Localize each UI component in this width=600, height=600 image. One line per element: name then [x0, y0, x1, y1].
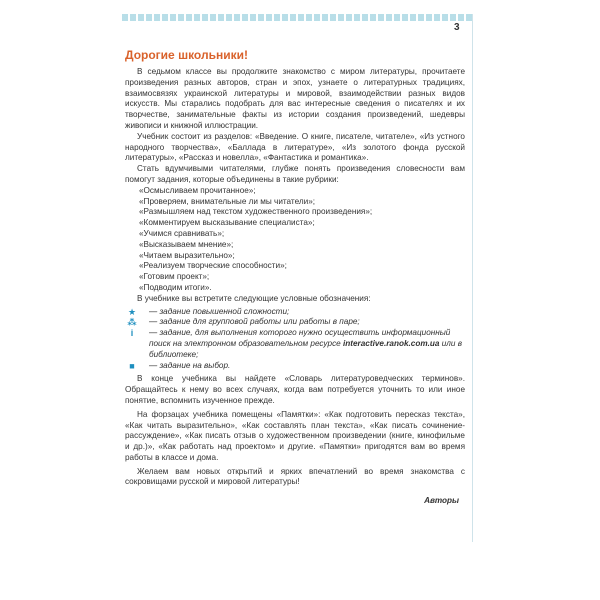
legend-item-difficult	[125, 307, 465, 318]
legend-text: — задание для групповой работы или работы в паре;	[149, 317, 360, 327]
paragraph-memos: На форзацах учебника помещены «Памятки»: «Как подготовить пересказ текста», «Как читать выразительно», «Как составлять план текста», «Как писать сочинение-рассуждение», «Как писать отзыв о художественном произведении (книге, кинофильме и др.)», «Как работать над проектом» и другие. «Памятки» пригодятся вам во время работы в классе и дома.	[125, 409, 465, 462]
list-item: «Размышляем над текстом художественного произведения»;	[139, 207, 373, 217]
legend-item-info	[125, 328, 465, 360]
page-title: Дорогие школьники!	[125, 48, 248, 62]
right-margin-rule	[472, 14, 473, 542]
resource-link[interactable]: interactive.ranok.com.ua	[343, 338, 440, 348]
list-item: «Высказываем мнение»;	[139, 239, 234, 249]
decorative-top-border	[122, 14, 472, 21]
list-item: «Реализуем творческие способности»;	[139, 261, 287, 271]
list-item: «Учимся сравнивать»;	[139, 228, 225, 238]
legend-item-choice	[125, 361, 465, 372]
paragraph-wishes: Желаем вам новых открытий и ярких впечатлений во время знакомства с сокровищами русской и мировой литературы!	[125, 466, 465, 487]
paragraph-intro: В седьмом классе вы продолжите знакомство с миром литературы, прочитаете произведения разных авторов, стран и эпох, узнаете о литературных традициях, взаимосвязях украинской литературы и мировой, взаимодействии разных видов искусств. Мы старались подобрать для вас интересные сведения о писателях и их творчестве, занимательные факты из истории создания произведений, шедевры живописи и книжной иллюстрации.	[125, 67, 465, 130]
authors-signature: Авторы	[424, 496, 459, 506]
legend-list	[125, 307, 465, 372]
legend-text: — задание на выбор.	[149, 360, 231, 370]
legend-text: или в библиотеке;	[149, 338, 463, 359]
legend-text: — задание, для выполнения которого нужно осуществить информационный поиск на электронном образовательном ресурсе	[149, 328, 451, 348]
page-body	[125, 67, 465, 507]
rubrics-list	[125, 186, 465, 294]
group-icon: ⁂	[127, 317, 137, 328]
paragraph-dictionary: В конце учебника вы найдете «Словарь литературоведческих терминов». Обращайтесь к нему во всех случаях, когда вам потребуется уточнить то или иное понятие, вспомнить изученное прежде.	[125, 374, 465, 405]
info-icon: i	[130, 328, 134, 339]
list-item: «Читаем выразительно»;	[139, 250, 235, 260]
list-item: «Комментируем высказывание специалиста»;	[139, 218, 315, 228]
legend-text: — задание повышенной сложности;	[149, 306, 290, 316]
list-item: «Готовим проект»;	[139, 272, 210, 282]
square-icon: ■	[129, 360, 135, 371]
paragraph-legend-intro: В учебнике вы встретите следующие условные обозначения:	[137, 293, 371, 303]
paragraph-rubrics-intro: Стать вдумчивыми читателями, глубже понять произведения словесности вам помогут задания, которые объединены в такие рубрики:	[125, 164, 465, 184]
list-item: «Подводим итоги».	[139, 282, 212, 292]
list-item: «Осмысливаем прочитанное»;	[139, 185, 256, 195]
page-number: 3	[454, 22, 460, 33]
list-item: «Проверяем, внимательные ли мы читатели»;	[139, 196, 316, 206]
star-icon: ★	[127, 306, 137, 317]
legend-item-group	[125, 317, 465, 328]
paragraph-sections: Учебник состоит из разделов: «Введение. О книге, писателе, читателе», «Из устного народного творчества», «Баллада в литературе», «Из золотого фонда русской литературы», «Рассказ и новелла», «Фантастика и романтика».	[125, 131, 465, 163]
